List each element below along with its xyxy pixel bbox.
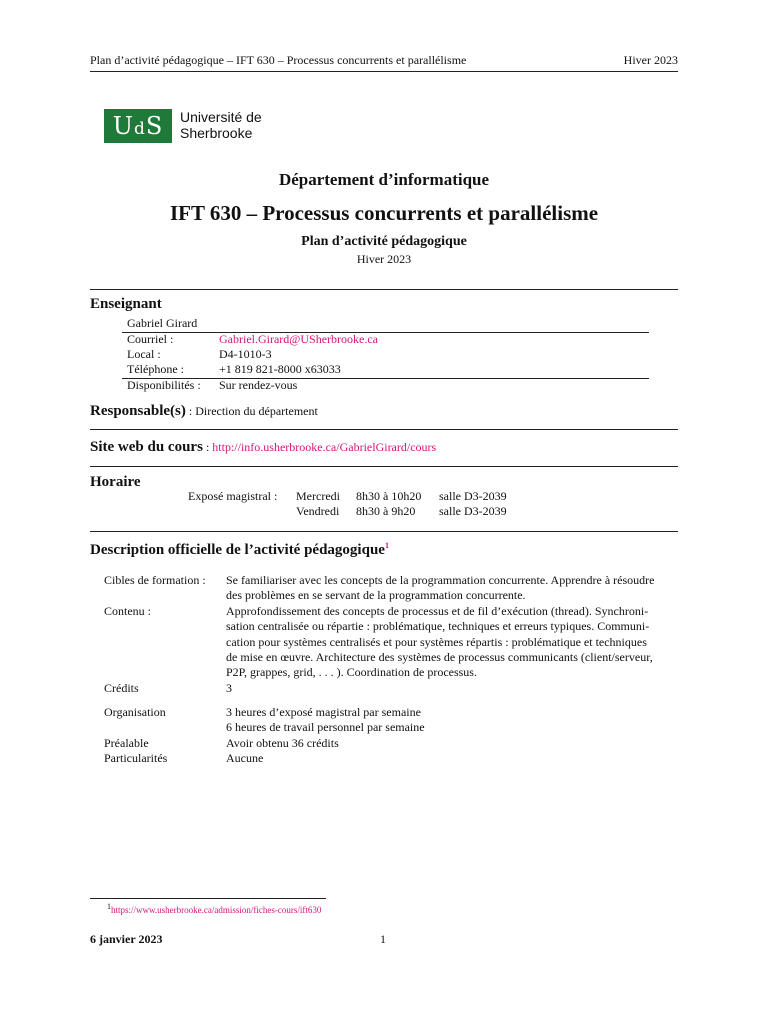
- desc-label-cibles: Cibles de formation :: [104, 573, 206, 587]
- running-header-term: Hiver 2023: [623, 53, 678, 67]
- page-number: 1: [380, 932, 386, 946]
- table-rule: [122, 332, 649, 333]
- phone-label: Téléphone :: [127, 362, 184, 376]
- schedule-room: salle D3-2039: [439, 504, 507, 518]
- desc-value-particularites: Aucune: [226, 751, 264, 765]
- desc-label-prealable: Préalable: [104, 736, 149, 750]
- footnote-link[interactable]: https://www.usherbrooke.ca/admission/fiches-cours/ift630: [111, 905, 322, 915]
- desc-line: 3 heures d’exposé magistral par semaine: [226, 705, 421, 719]
- footnote-mark: 1: [107, 902, 111, 911]
- table-rule: [122, 378, 649, 379]
- desc-line: Approfondissement des concepts de processus et de fil d’exécution (thread). Synchroni-: [226, 604, 649, 618]
- email-link[interactable]: Gabriel.Girard@USherbrooke.ca: [219, 332, 378, 346]
- header-rule: [90, 71, 678, 72]
- email-label: Courriel :: [127, 332, 174, 346]
- desc-value-organisation: [226, 705, 425, 736]
- desc-line: P2P, grappes, grid, . . . ). Coordination de processus.: [226, 665, 477, 680]
- desc-label-particularites: Particularités: [104, 751, 168, 765]
- section-rule: [90, 289, 678, 290]
- desc-line: cation pour systèmes centralisés et pour systèmes répartis : problématique et techniques: [226, 634, 647, 649]
- phone-value: +1 819 821-8000 x63033: [219, 362, 341, 376]
- section-rule: [90, 531, 678, 532]
- website-separator: :: [202, 440, 213, 454]
- website-link[interactable]: http://info.usherbrooke.ca/GabrielGirard/cours: [212, 440, 437, 454]
- section-rule: [90, 466, 678, 467]
- website-line: [90, 438, 436, 456]
- uds-logo-text: [180, 109, 262, 141]
- department-title: Département d’informatique: [278, 170, 490, 189]
- desc-label-contenu: Contenu :: [104, 604, 151, 618]
- desc-label-organisation: Organisation: [104, 705, 166, 719]
- footnote-rule: [90, 898, 326, 899]
- description-heading-text: Description officielle de l’activité pédagogique: [90, 542, 385, 558]
- desc-value-cibles: [226, 573, 654, 604]
- office-label: Local :: [127, 347, 161, 361]
- schedule-day: Mercredi: [296, 489, 340, 503]
- footer-date: 6 janvier 2023: [90, 932, 163, 946]
- desc-line: sation centralisée ou répartie : problématique, techniques et erreurs typiques. Communi-: [226, 619, 650, 634]
- desc-value-contenu: [226, 604, 653, 680]
- desc-line: de mise en œuvre. Architecture des systèmes de processus communicants (client/serveur,: [226, 649, 653, 664]
- plan-subtitle: Plan d’activité pédagogique: [301, 234, 467, 249]
- desc-label-credits: Crédits: [104, 681, 139, 695]
- desc-value-prealable: Avoir obtenu 36 crédits: [226, 736, 339, 750]
- responsable-value: : Direction du département: [185, 404, 318, 418]
- office-value: D4-1010-3: [219, 347, 272, 361]
- logo-line-1: Université de: [180, 109, 262, 125]
- lecture-type: Exposé magistral :: [188, 489, 278, 503]
- desc-line: 6 heures de travail personnel par semaine: [226, 720, 425, 735]
- responsable-line: [90, 402, 318, 420]
- desc-value-credits: 3: [226, 681, 232, 695]
- uds-logo-mark: UdS: [104, 109, 172, 143]
- logo-line-2: Sherbrooke: [180, 125, 253, 141]
- schedule-room: salle D3-2039: [439, 489, 507, 503]
- section-rule: [90, 429, 678, 430]
- desc-line: des problèmes en se servant de la programmation concurrente.: [226, 588, 526, 603]
- enseignant-heading: Enseignant: [90, 296, 162, 312]
- schedule-day: Vendredi: [296, 504, 340, 518]
- plan-term: Hiver 2023: [356, 252, 412, 266]
- running-header-title: Plan d’activité pédagogique – IFT 630 – Processus concurrents et parallélisme: [90, 53, 467, 67]
- availability-value: Sur rendez-vous: [219, 378, 298, 392]
- description-heading: [90, 541, 389, 559]
- responsable-heading: Responsable(s): [90, 403, 186, 419]
- availability-label: Disponibilités :: [127, 378, 201, 392]
- schedule-time: 8h30 à 10h20: [356, 489, 422, 503]
- footnote: [107, 902, 321, 915]
- schedule-time: 8h30 à 9h20: [356, 504, 416, 518]
- website-heading: Site web du cours: [90, 439, 203, 455]
- horaire-heading: Horaire: [90, 474, 141, 490]
- desc-line: Se familiariser avec les concepts de la programmation concurrente. Apprendre à résoudre: [226, 573, 655, 587]
- course-title: IFT 630 – Processus concurrents et parallélisme: [169, 201, 599, 225]
- teacher-name: Gabriel Girard: [127, 316, 198, 330]
- footnote-ref[interactable]: 1: [384, 541, 389, 550]
